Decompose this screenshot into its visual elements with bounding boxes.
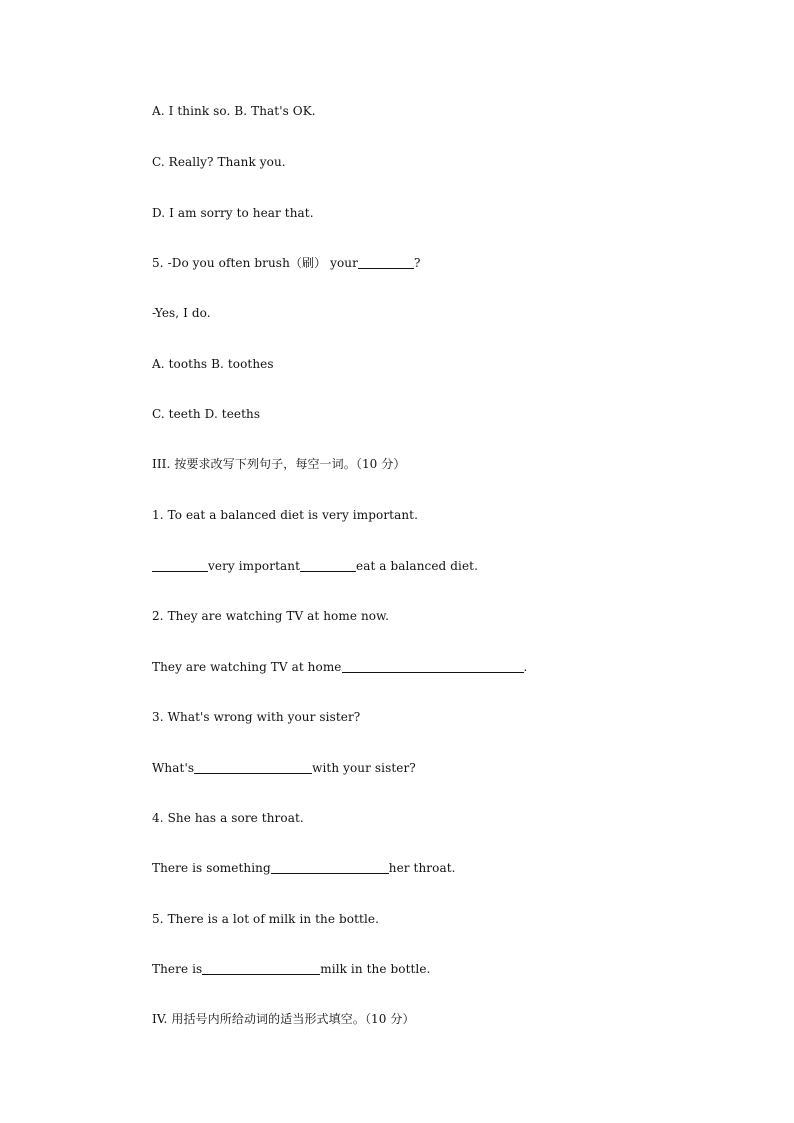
s3-item2-original: 2. They are watching TV at home now. [152, 609, 389, 623]
q4-option-c: C. Really? Thank you. [152, 155, 286, 169]
section4-heading: IV. 用括号内所给动词的适当形式填空。（10 分） [152, 1012, 415, 1026]
answer-blank [194, 761, 312, 774]
s3-item4-rewrite [152, 860, 456, 876]
answer-blank [152, 559, 208, 572]
q5-stem [152, 255, 421, 271]
answer-blank [342, 660, 524, 673]
q5-stem-prefix: 5. -Do you often brush（刷） your [152, 256, 358, 270]
q4-option-a-b: A. I think so. B. That's OK. [152, 104, 316, 118]
s3-item1-part2: very important [208, 559, 300, 573]
s3-item5-original: 5. There is a lot of milk in the bottle. [152, 912, 380, 926]
s3-item3-part1: What's [152, 761, 195, 775]
s3-item4-part2: her throat. [388, 861, 456, 875]
section3-heading: III. 按要求改写下列句子，每空一词。（10 分） [152, 457, 406, 471]
s3-item1-original: 1. To eat a balanced diet is very important. [152, 508, 418, 522]
s3-item3-part2: with your sister? [312, 761, 416, 775]
s3-item4-original: 4. She has a sore throat. [152, 811, 304, 825]
q5-answer: -Yes, I do. [152, 306, 211, 320]
s3-item2-part2: . [523, 660, 528, 674]
s3-item5-rewrite [152, 961, 431, 977]
s3-item1-part3: eat a balanced diet. [356, 559, 478, 573]
answer-blank [271, 861, 389, 874]
s3-item4-part1: There is something [152, 861, 271, 875]
s3-item2-rewrite [152, 659, 527, 675]
answer-blank [300, 559, 356, 572]
answer-blank [358, 256, 414, 269]
q4-option-d: D. I am sorry to hear that. [152, 206, 314, 220]
s3-item1-rewrite [152, 558, 478, 574]
s3-item3-rewrite [152, 760, 416, 776]
s3-item2-part1: They are watching TV at home [152, 660, 342, 674]
answer-blank [202, 962, 320, 975]
q5-option-c-d: C. teeth D. teeths [152, 407, 261, 421]
s3-item5-part1: There is [152, 962, 203, 976]
q5-stem-suffix: ? [413, 256, 421, 270]
s3-item5-part2: milk in the bottle. [320, 962, 431, 976]
q5-option-a-b: A. tooths B. toothes [152, 357, 274, 371]
s3-item3-original: 3. What's wrong with your sister? [152, 710, 361, 724]
